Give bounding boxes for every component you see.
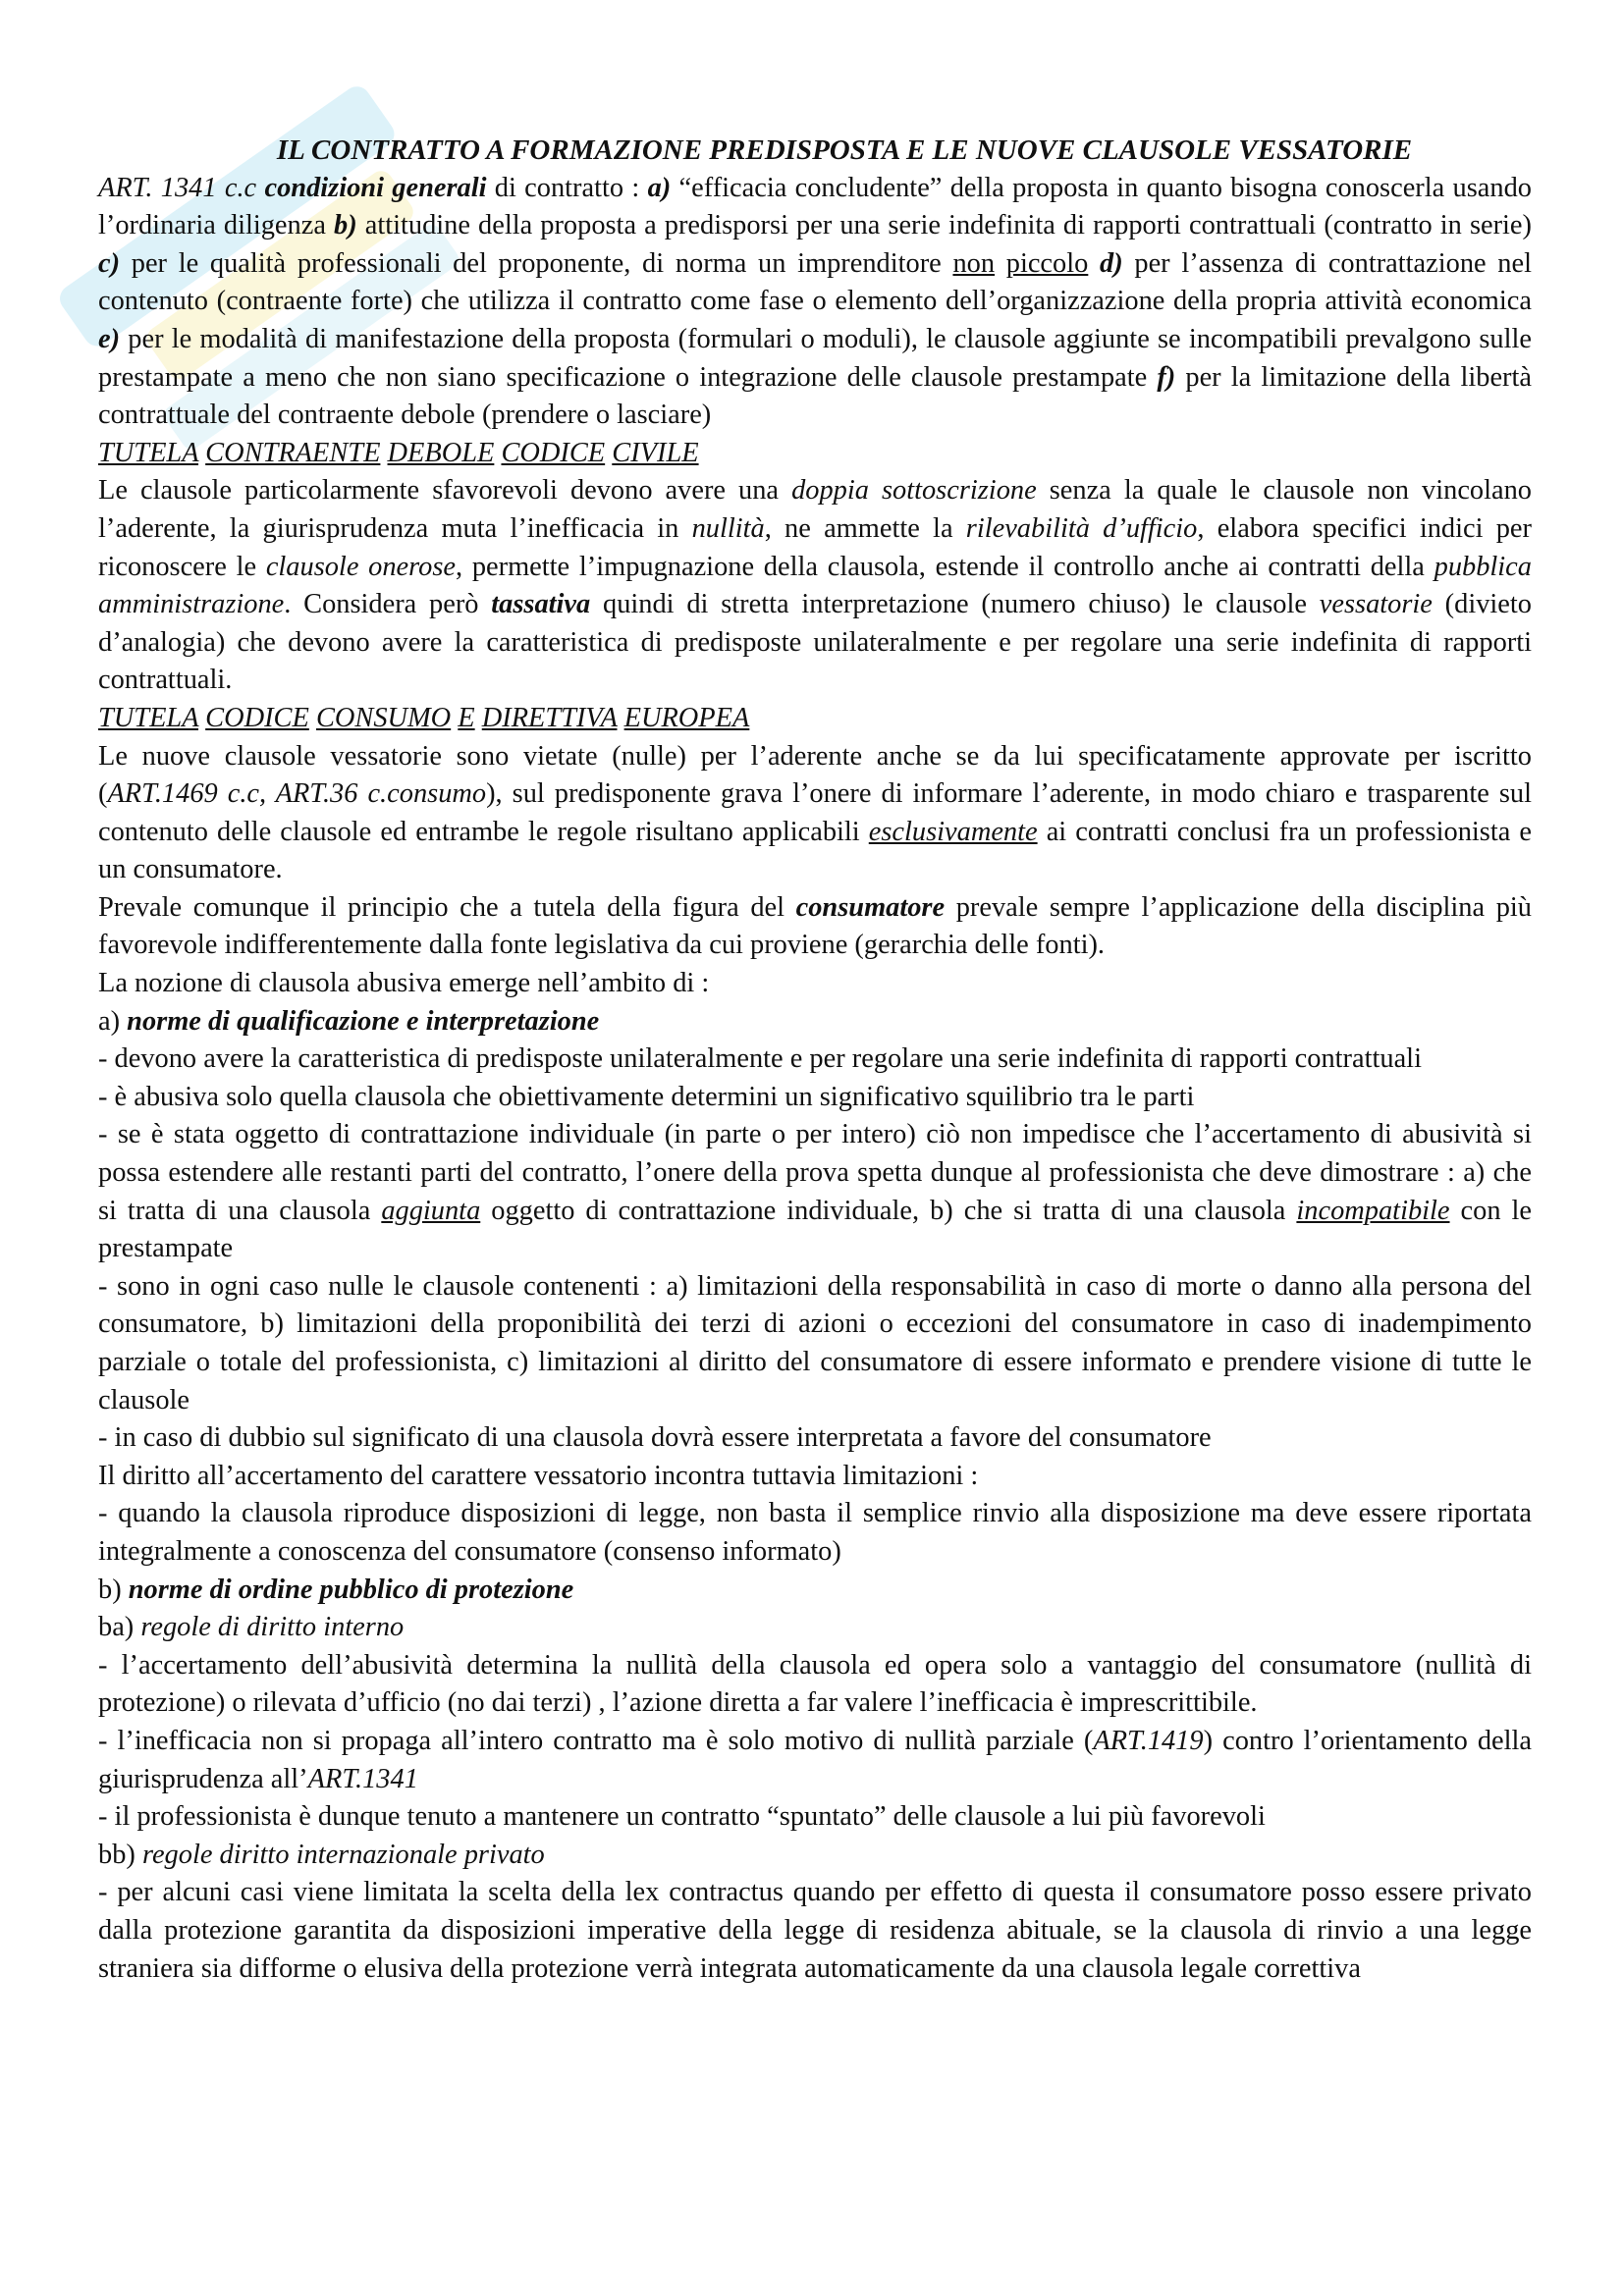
list-item: - l’accertamento dell’abusività determina la nullità della clausola ed opera solo a vantaggio del consumatore (nullità di protezione) o rilevata d’ufficio (no dai terzi) , l’azione diretta a far valere l’inefficacia è imprescrittibile. [98,1649,1532,1719]
paragraph-nozione: La nozione di clausola abusiva emerge nell’ambito di : [98,968,710,999]
list-item: - quando la clausola riproduce disposizioni di legge, non basta il semplice rinvio alla disposizione ma deve essere riportata integralmente a conoscenza del consumatore (consenso informato) [98,1498,1532,1567]
heading-tutela-codice-consumo: TUTELA CODICE CONSUMO E DIRETTIVA EUROPEA [98,702,750,733]
list-item: - per alcuni casi viene limitata la scelta della lex contractus quando per effetto di questa il consumatore posso essere privato dalla protezione garantita da disposizioni imperative della legge di residenza abituale, se la clausola di rinvio a una legge straniera sia difforme o elusiva della protezione verrà integrata automaticamente da una clausola legale correttiva [98,1877,1532,1984]
paragraph-limitazioni: Il diritto all’accertamento del carattere vessatorio incontra tuttavia limitazioni : [98,1460,979,1491]
list-item: - se è stata oggetto di contrattazione individuale (in parte o per intero) ciò non impedisce che l’accertamento di abusività si possa estendere alle restanti parti del contratto, l’onere della prova spetta dunque al professionista che deve dimostrare : a) che si tratta di una clausola aggiunta oggetto di contrattazione individuale, b) che si tratta di una clausola incompatibile con le prestampate [98,1119,1532,1264]
paragraph-conditions: ART. 1341 c.c condizioni generali di contratto : a) “efficacia concludente” della proposta in quanto bisogna conoscerla usando l’ordinaria diligenza b) attitudine della proposta a predisporsi per una serie indefinita di rapporti contrattuali (contratto in serie) c) per le qualità professionali del proponente, di norma un imprenditore non piccolo d) per l’assenza di contrattazione nel contenuto (contraente forte) che utilizza il contratto come fase o elemento dell’organizzazione della propria attività economica e) per le modalità di manifestazione della proposta (formulari o moduli), le clausole aggiunte se incompatibili prevalgono sulle prestampate a meno che non siano specificazione o integrazione delle clausole prestampate f) per la limitazione della libertà contrattuale del contraente debole (prendere o lasciare) [98,172,1532,431]
list-item: - il professionista è dunque tenuto a mantenere un contratto “spuntato” delle clausole a lui più favorevoli [98,1801,1266,1833]
list-item: - l’inefficacia non si propaga all’intero contratto ma è solo motivo di nullità parziale (ART.1419) contro l’orientamento della giurisprudenza all’ART.1341 [98,1725,1533,1794]
heading-tutela-codice-civile: TUTELA CONTRAENTE DEBOLE CODICE CIVILE [98,437,699,468]
paragraph-nuove-clausole: Le nuove clausole vessatorie sono vietate (nulle) per l’aderente anche se da lui specificatamente approvate per iscritto (ART.1469 c.c, ART.36 c.consumo), sul predisponente grava l’onere di informare l’aderente, in modo chiaro e trasparente sul contenuto delle clausole ed entrambe le regole risultano applicabili esclusivamente ai contratti conclusi fra un professionista e un consumatore. [98,740,1532,885]
section-a-heading: a) norme di qualificazione e interpretazione [98,1005,600,1037]
list-item: - devono avere la caratteristica di predisposte unilateralmente e per regolare una serie indefinita di rapporti contrattuali [98,1043,1422,1075]
section-ba-heading: ba) regole di diritto interno [98,1612,405,1643]
section-bb-heading: bb) regole diritto internazionale privato [98,1839,545,1870]
paragraph-clausole-sfavorevoli: Le clausole particolarmente sfavorevoli devono avere una doppia sottoscrizione senza la quale le clausole non vincolano l’aderente, la giurisprudenza muta l’inefficacia in nullità, ne ammette la rilevabilità d’ufficio, elabora specifici indici per riconoscere le clausole onerose, permette l’impugnazione della clausola, estende il controllo anche ai contratti della pubblica amministrazione. Considera però tassativa quindi di stretta interpretazione (numero chiuso) le clausole vessatorie (divieto d’analogia) che devono avere la caratteristica di predisposte unilateralmente e per regolare una serie indefinita di rapporti contrattuali. [98,475,1532,696]
list-item: - in caso di dubbio sul significato di una clausola dovrà essere interpretata a favore del consumatore [98,1422,1212,1454]
list-item: - sono in ogni caso nulle le clausole contenenti : a) limitazioni della responsabilità in caso di morte o danno alla persona del consumatore, b) limitazioni della proponibilità dei terzi di azioni o eccezioni del consumatore in caso di inadempimento parziale o totale del professionista, c) limitazioni al diritto del consumatore di essere informato e prendere visione di tutte le clausole [98,1270,1532,1415]
document-page [98,132,1532,1988]
list-item: - è abusiva solo quella clausola che obiettivamente determini un significativo squilibrio tra le parti [98,1081,1195,1112]
document-title: IL CONTRATTO A FORMAZIONE PREDISPOSTA E LE NUOVE CLAUSOLE VESSATORIE [276,134,1413,166]
section-b-heading: b) norme di ordine pubblico di protezione [98,1574,574,1605]
paragraph-consumatore: Prevale comunque il principio che a tutela della figura del consumatore prevale sempre l’applicazione della disciplina più favorevole indifferentemente dalla fonte legislativa da cui proviene (gerarchia delle fonti). [98,891,1532,961]
